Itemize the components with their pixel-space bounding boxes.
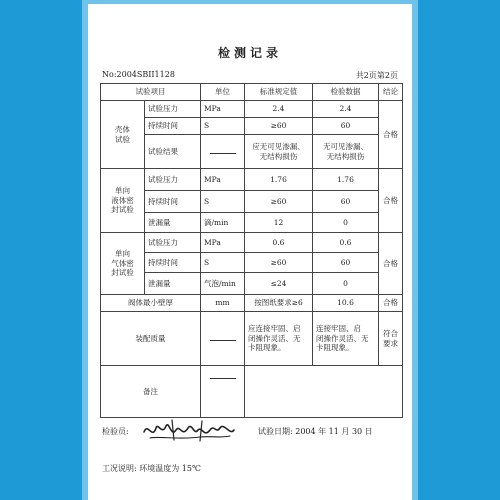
table-row: 泄漏量 气泡/min ≤24 0 xyxy=(101,273,403,295)
inspection-table xyxy=(100,83,403,418)
blank-dash xyxy=(201,135,245,169)
conclusion-shell: 合格 xyxy=(379,101,403,169)
table-row: 持续时间 S ≥60 60 xyxy=(101,191,403,213)
header-item: 试验项目 xyxy=(101,84,201,101)
assembly-quality-label: 装配质量 xyxy=(101,312,201,366)
table-row: 试验结果 应无可见渗漏、 无结构损伤 无可见渗漏、 无结构损伤 xyxy=(101,135,403,169)
inspector-label: 检验员: xyxy=(102,427,129,436)
group-shell-test: 壳体 试验 xyxy=(101,101,145,169)
test-date: 试验日期: 2004 年 11 月 30 日 xyxy=(258,427,373,436)
table-row: 持续时间 S ≥60 60 xyxy=(101,253,403,273)
table-row: 持续时间 S ≥60 60 xyxy=(101,118,403,135)
remarks-label: 备注 xyxy=(101,366,201,418)
table-row: 阀体最小壁厚 mm 按图纸要求≥6 10.6 合格 xyxy=(101,295,403,312)
table-row: 泄漏量 滴/min 12 0 xyxy=(101,213,403,233)
table-row: 装配质量 应连接牢固、启 闭操作灵活、无 卡阻现象。 连接牢固、启 闭操作灵活、无 卡阻现象。 符合 要求 xyxy=(101,312,403,366)
conclusion-gas: 合格 xyxy=(379,233,403,295)
page-info: 共2页第2页 xyxy=(355,71,398,80)
remarks-content xyxy=(245,366,403,418)
inspector-signature xyxy=(140,416,240,444)
table-row xyxy=(101,366,403,418)
document-page xyxy=(88,4,412,500)
document-title: 检测记录 xyxy=(217,46,282,60)
group-liquid-seal-test: 单向 液体密 封试验 xyxy=(101,169,145,233)
table-row: 单向 气体密 封试验 试验压力 MPa 0.6 0.6 合格 xyxy=(101,233,403,253)
conclusion-liquid: 合格 xyxy=(379,169,403,233)
header-row xyxy=(101,84,403,101)
blank-dash xyxy=(201,366,245,418)
conclusion-wall: 合格 xyxy=(379,295,403,312)
conditions-note: 工况说明: 环境温度为 15℃ xyxy=(102,464,201,473)
wall-thickness-label: 阀体最小壁厚 xyxy=(101,295,201,312)
header-standard: 标准规定值 xyxy=(245,84,313,101)
table-row: 壳体 试验 试验压力 MPa 2.4 2.4 合格 xyxy=(101,101,403,118)
table-row: 单向 液体密 封试验 试验压力 MPa 1.76 1.76 合格 xyxy=(101,169,403,191)
header-conclusion: 结论 xyxy=(379,84,403,101)
blank-dash xyxy=(201,312,245,366)
report-number: No:2004SBII1128 xyxy=(102,70,175,79)
group-gas-seal-test: 单向 气体密 封试验 xyxy=(101,233,145,295)
conclusion-assembly: 符合 要求 xyxy=(379,312,403,366)
header-data: 检验数据 xyxy=(313,84,379,101)
header-unit: 单位 xyxy=(201,84,245,101)
